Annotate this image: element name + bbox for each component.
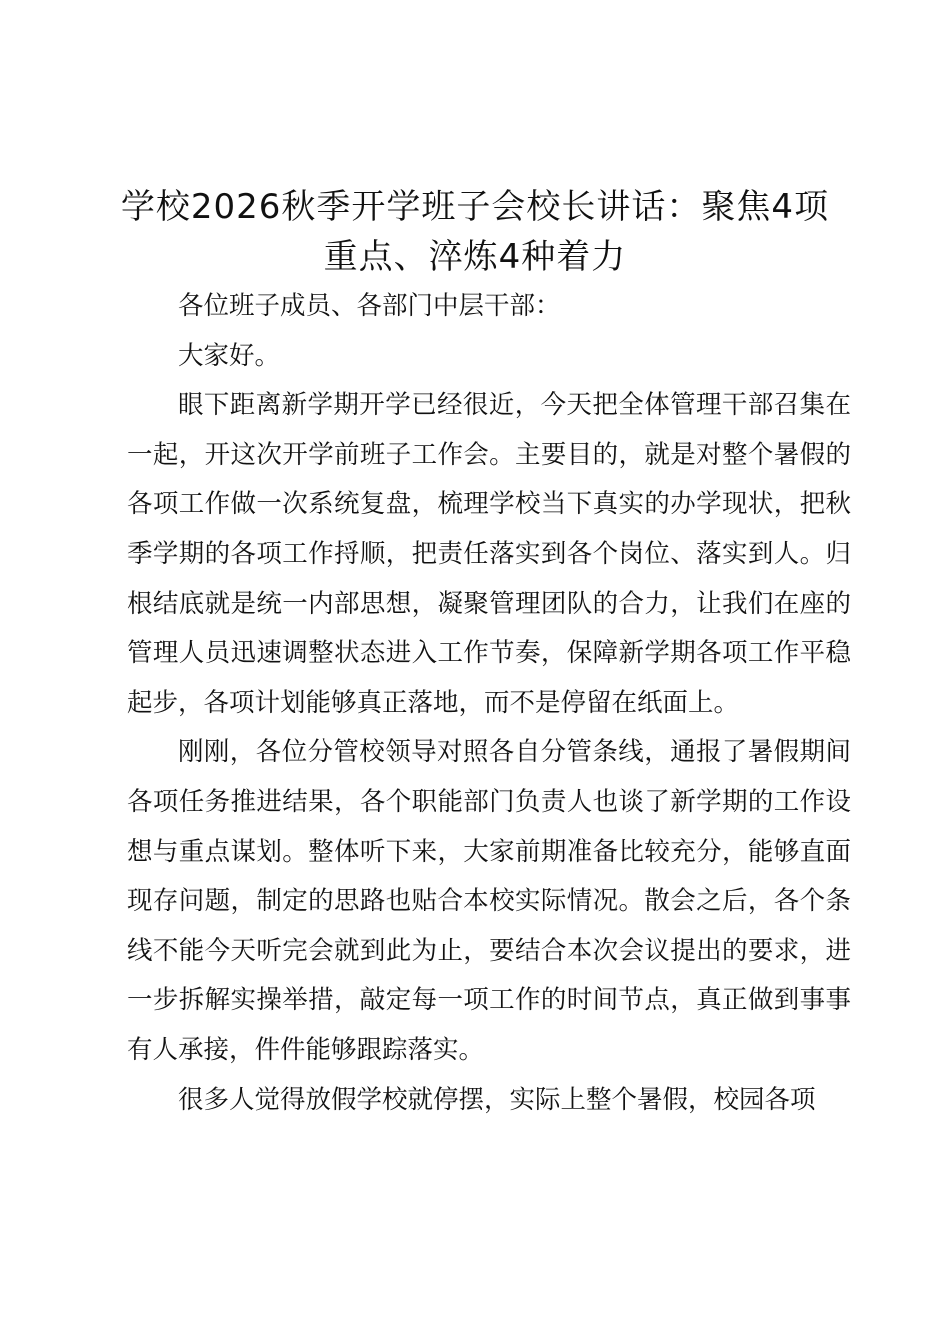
document-title: 学校2026秋季开学班子会校长讲话：聚焦4项重点、淬炼4种着力 (120, 187, 830, 277)
document-body (127, 282, 851, 1125)
body-paragraph: 眼下距离新学期开学已经很近，今天把全体管理干部召集在一起，开这次开学前班子工作会。主要目的，就是对整个暑假的各项工作做一次系统复盘，梳理学校当下真实的办学现状，把秋季学期的各项工作捋顺，把责任落实到各个岗位、落实到人。归根结底就是统一内部思想，凝聚管理团队的合力，让我们在座的管理人员迅速调整状态进入工作节奏，保障新学期各项工作平稳起步，各项计划能够真正落地，而不是停留在纸面上。 (127, 390, 851, 718)
salutation: 各位班子成员、各部门中层干部： (178, 291, 561, 321)
body-paragraph: 很多人觉得放假学校就停摆，实际上整个暑假，校园各项 (178, 1084, 816, 1115)
body-paragraph: 刚刚，各位分管校领导对照各自分管条线，通报了暑假期间各项任务推进结果，各个职能部门负责人也谈了新学期的工作设想与重点谋划。整体听下来，大家前期准备比较充分，能够直面现存问题，制定的思路也贴合本校实际情况。散会之后，各个条线不能今天听完会就到此为止，要结合本次会议提出的要求，进一步拆解实操举措，敲定每一项工作的时间节点，真正做到事事有人承接，件件能够跟踪落实。 (127, 737, 851, 1065)
greeting: 大家好。 (178, 340, 281, 371)
